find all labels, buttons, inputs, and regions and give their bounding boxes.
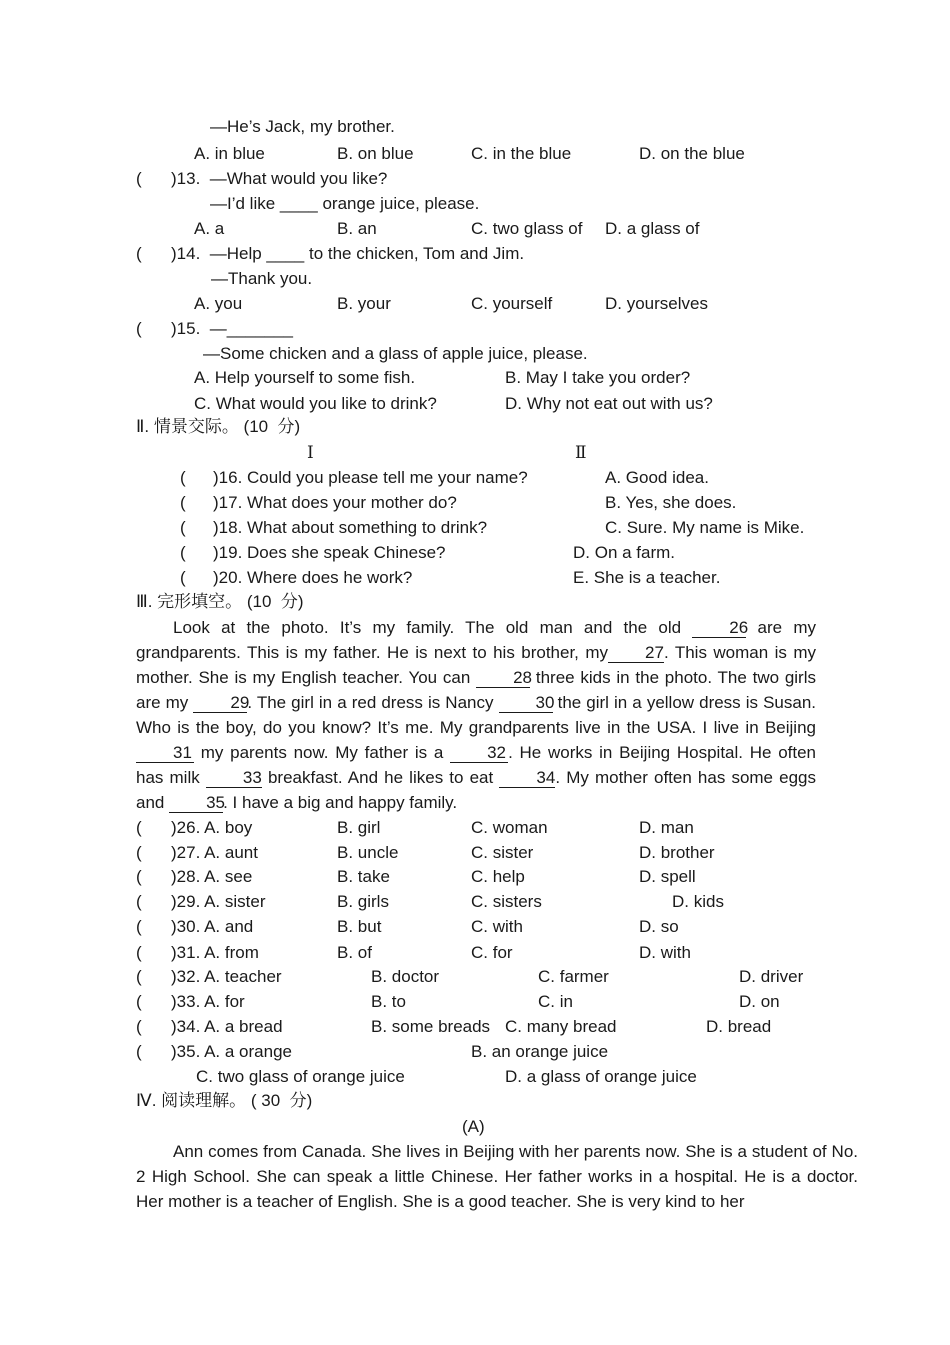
blank-28: 28 <box>476 669 530 688</box>
q27-option-c: C. sister <box>471 843 534 862</box>
q28-option-c: C. help <box>471 867 525 886</box>
q34-option-a: )34. A. a bread <box>171 1017 283 1036</box>
q29-option-a: )29. A. sister <box>171 892 266 911</box>
q15-option-c: C. What would you like to drink? <box>194 394 437 413</box>
q16-question: )16. Could you please tell me your name? <box>213 468 528 487</box>
q30-option-d: D. so <box>639 917 679 936</box>
q17-paren: ( <box>180 493 186 512</box>
q35-option-a: )35. A. a orange <box>171 1042 292 1061</box>
q27-paren: ( <box>136 843 142 862</box>
blank-35: 35 <box>169 794 223 813</box>
q12-option-a: A. in blue <box>194 144 265 163</box>
q33-option-a: )33. A. for <box>171 992 245 1011</box>
q26-option-d: D. man <box>639 818 694 837</box>
q20-paren: ( <box>180 568 186 587</box>
q31-option-d: D. with <box>639 943 691 962</box>
blank-29: 29 <box>193 694 247 713</box>
q26-option-b: B. girl <box>337 818 381 837</box>
q34-paren: ( <box>136 1017 142 1036</box>
q30-option-c: C. with <box>471 917 523 936</box>
q33-option-c: C. in <box>538 992 573 1011</box>
blank-27: 27 <box>608 644 664 663</box>
q14-option-d: D. yourselves <box>605 294 708 313</box>
q31-option-a: )31. A. from <box>171 943 259 962</box>
blank-31: 31 <box>136 744 194 763</box>
q15-option-b: B. May I take you order? <box>505 368 691 387</box>
q29-option-d: D. kids <box>672 892 724 911</box>
match-answer-b: B. Yes, she does. <box>605 493 737 512</box>
q30-paren: ( <box>136 917 142 936</box>
q33-paren: ( <box>136 992 142 1011</box>
q15-stem: )15. —_______ <box>171 319 293 338</box>
section2-column1-header: Ⅰ <box>307 443 314 462</box>
q32-option-b: B. doctor <box>371 967 440 986</box>
q17-question: )17. What does your mother do? <box>213 493 457 512</box>
q15-option-a: A. Help yourself to some fish. <box>194 368 416 387</box>
q35-option-c: C. two glass of orange juice <box>196 1067 405 1086</box>
cloze-passage: Look at the photo. It’s my family. The old man and the old 26 are my grandparents. This is my father. He is next to his brother, my 27. This woman is my mother. She is my English teacher. You can 28 three kids in the photo. The two girls are my 29. The girl in a red dress is Nancy 30 the girl in a yellow dress is Susan. Who is the boy, do you know? It’s me. My grandparents live in the USA. I live in Beijing 31 my parents now. My father is a 32 . He works in Beijing Hospital. He often has milk 33 breakfast. And he likes to eat 34. My mother often has some eggs and 35. I have a big and happy family. <box>136 618 817 812</box>
q26-paren: ( <box>136 818 142 837</box>
q29-paren: ( <box>136 892 142 911</box>
q12-answer-line: —He’s Jack, my brother. <box>210 117 395 136</box>
blank-32: 32 <box>450 744 508 763</box>
q35-paren: ( <box>136 1042 142 1061</box>
q27-option-b: B. uncle <box>337 843 399 862</box>
passage-a-label: (A) <box>462 1117 485 1136</box>
q33-option-d: D. on <box>739 992 780 1011</box>
q28-option-b: B. take <box>337 867 390 886</box>
q12-option-c: C. in the blue <box>471 144 572 163</box>
match-answer-e: E. She is a teacher. <box>573 568 721 587</box>
q13-option-c: C. two glass of <box>471 219 583 238</box>
q14-option-c: C. yourself <box>471 294 553 313</box>
q28-option-a: )28. A. see <box>171 867 253 886</box>
q27-option-d: D. brother <box>639 843 715 862</box>
q15-option-d: D. Why not eat out with us? <box>505 394 713 413</box>
q31-option-c: C. for <box>471 943 513 962</box>
blank-34: 34 <box>499 769 555 788</box>
blank-30: 30 <box>499 694 553 713</box>
q19-paren: ( <box>180 543 186 562</box>
match-answer-a: A. Good idea. <box>605 468 709 487</box>
q15-answer-line: —Some chicken and a glass of apple juice, please. <box>203 344 588 363</box>
section4-heading: Ⅳ. 阅读理解。 ( 30 分) <box>136 1091 313 1110</box>
q29-option-b: B. girls <box>337 892 389 911</box>
q13-option-d: D. a glass of <box>605 219 700 238</box>
q32-option-c: C. farmer <box>538 967 609 986</box>
q18-paren: ( <box>180 518 186 537</box>
section2-column2-header: Ⅱ <box>575 443 587 462</box>
q14-option-b: B. your <box>337 294 391 313</box>
q15-paren: ( <box>136 319 142 338</box>
section3-heading: Ⅲ. 完形填空。 (10 分) <box>136 592 304 611</box>
q32-option-d: D. driver <box>739 967 804 986</box>
q13-option-b: B. an <box>337 219 377 238</box>
blank-33: 33 <box>206 769 262 788</box>
q28-option-d: D. spell <box>639 867 696 886</box>
q14-answer-line: —Thank you. <box>211 269 313 288</box>
q27-option-a: )27. A. aunt <box>171 843 258 862</box>
q28-paren: ( <box>136 867 142 886</box>
match-answer-d: D. On a farm. <box>573 543 676 562</box>
section2-heading: Ⅱ. 情景交际。 (10 分) <box>136 417 301 436</box>
q13-paren: ( <box>136 169 142 188</box>
match-answer-c: C. Sure. My name is Mike. <box>605 518 805 537</box>
q14-option-a: A. you <box>194 294 243 313</box>
blank-26: 26 <box>692 619 746 638</box>
q13-option-a: A. a <box>194 219 225 238</box>
q18-question: )18. What about something to drink? <box>213 518 488 537</box>
q12-option-d: D. on the blue <box>639 144 745 163</box>
q14-stem: )14. —Help ____ to the chicken, Tom and Jim. <box>171 244 525 263</box>
q30-option-a: )30. A. and <box>171 917 254 936</box>
q13-stem: )13. —What would you like? <box>171 169 388 188</box>
q14-paren: ( <box>136 244 142 263</box>
q26-option-c: C. woman <box>471 818 548 837</box>
q32-paren: ( <box>136 967 142 986</box>
q29-option-c: C. sisters <box>471 892 542 911</box>
q34-option-c: C. many bread <box>505 1017 617 1036</box>
q31-option-b: B. of <box>337 943 372 962</box>
q13-answer-line: —I’d like ____ orange juice, please. <box>210 194 480 213</box>
q30-option-b: B. but <box>337 917 382 936</box>
q35-option-d: D. a glass of orange juice <box>505 1067 697 1086</box>
q20-question: )20. Where does he work? <box>213 568 413 587</box>
q31-paren: ( <box>136 943 142 962</box>
q19-question: )19. Does she speak Chinese? <box>213 543 446 562</box>
q12-option-b: B. on blue <box>337 144 414 163</box>
q34-option-d: D. bread <box>706 1017 772 1036</box>
q26-option-a: )26. A. boy <box>171 818 253 837</box>
q35-option-b: B. an orange juice <box>471 1042 609 1061</box>
q34-option-b: B. some breads <box>371 1017 491 1036</box>
q16-paren: ( <box>180 468 186 487</box>
q33-option-b: B. to <box>371 992 406 1011</box>
q32-option-a: )32. A. teacher <box>171 967 282 986</box>
reading-passage-a: Ann comes from Canada. She lives in Beijing with her parents now. She is a student of No. 2 High School. She can speak a little Chinese. Her father works in a hospital. He is a doctor. Her mother is a teacher of English. She is a good teacher. She is very kind to her <box>136 1142 858 1211</box>
